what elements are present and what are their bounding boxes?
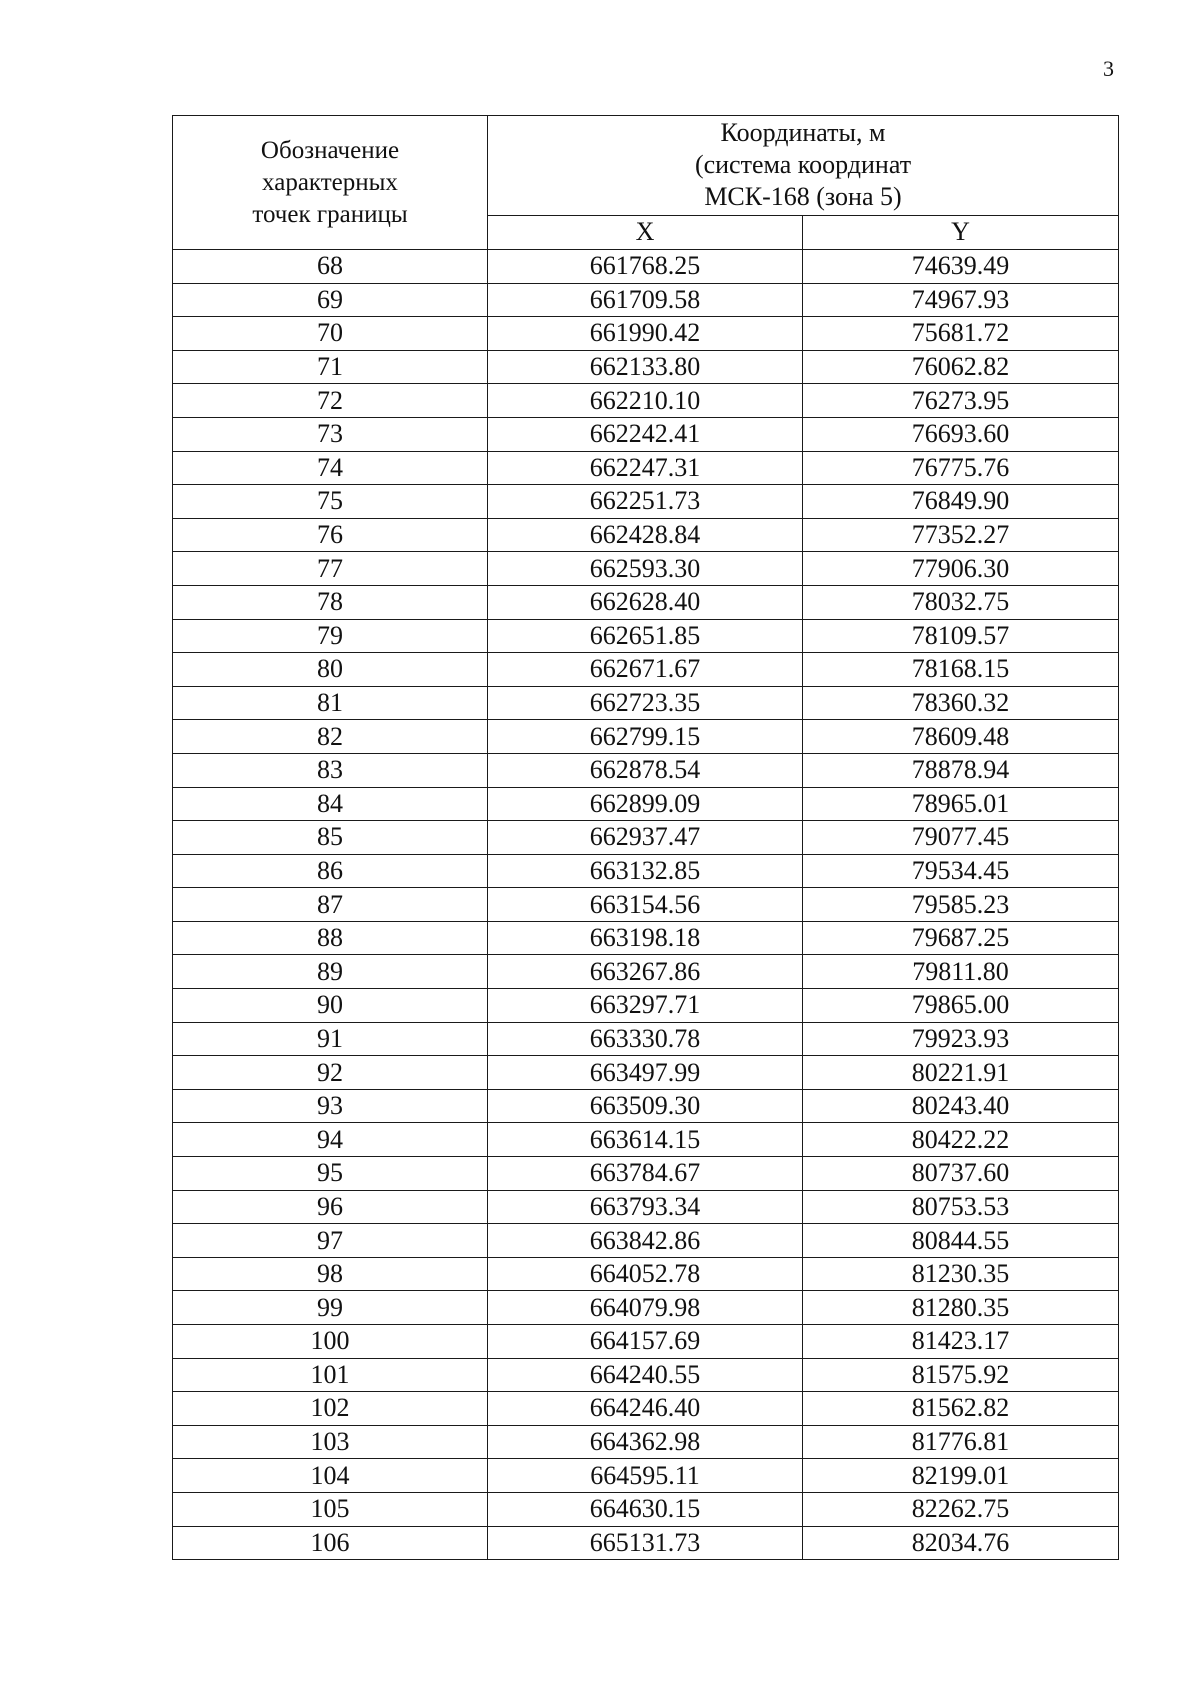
point-number-cell: 101 bbox=[173, 1358, 488, 1392]
point-number-cell: 102 bbox=[173, 1392, 488, 1426]
y-coordinate-cell: 78609.48 bbox=[803, 720, 1119, 754]
table-row bbox=[173, 1056, 1119, 1090]
header-coordinates bbox=[488, 116, 1119, 216]
y-coordinate-cell: 76849.90 bbox=[803, 485, 1119, 519]
x-coordinate-cell: 663132.85 bbox=[488, 854, 803, 888]
y-coordinate-cell: 82262.75 bbox=[803, 1492, 1119, 1526]
y-coordinate-cell: 80753.53 bbox=[803, 1190, 1119, 1224]
x-coordinate-cell: 662651.85 bbox=[488, 619, 803, 653]
table-row bbox=[173, 989, 1119, 1023]
point-number-cell: 71 bbox=[173, 350, 488, 384]
x-coordinate-cell: 662899.09 bbox=[488, 787, 803, 821]
point-number-cell: 87 bbox=[173, 888, 488, 922]
table-row bbox=[173, 955, 1119, 989]
header-point-line: точек границы bbox=[252, 200, 408, 228]
point-number-cell: 95 bbox=[173, 1157, 488, 1191]
x-coordinate-cell: 663509.30 bbox=[488, 1089, 803, 1123]
table-row bbox=[173, 686, 1119, 720]
y-coordinate-cell: 78168.15 bbox=[803, 653, 1119, 687]
table-row bbox=[173, 250, 1119, 284]
y-coordinate-cell: 79687.25 bbox=[803, 921, 1119, 955]
table-row bbox=[173, 283, 1119, 317]
point-number-cell: 78 bbox=[173, 585, 488, 619]
table-row bbox=[173, 1157, 1119, 1191]
x-coordinate-cell: 662247.31 bbox=[488, 451, 803, 485]
point-number-cell: 105 bbox=[173, 1492, 488, 1526]
point-number-cell: 93 bbox=[173, 1089, 488, 1123]
y-coordinate-cell: 78360.32 bbox=[803, 686, 1119, 720]
y-coordinate-cell: 76062.82 bbox=[803, 350, 1119, 384]
y-coordinate-cell: 78965.01 bbox=[803, 787, 1119, 821]
point-number-cell: 69 bbox=[173, 283, 488, 317]
header-coords-line: МСК-168 (зона 5) bbox=[704, 182, 902, 212]
point-number-cell: 79 bbox=[173, 619, 488, 653]
y-coordinate-cell: 81575.92 bbox=[803, 1358, 1119, 1392]
table-row bbox=[173, 1224, 1119, 1258]
header-y: Y bbox=[803, 215, 1119, 249]
table-row bbox=[173, 417, 1119, 451]
x-coordinate-cell: 665131.73 bbox=[488, 1526, 803, 1560]
x-coordinate-cell: 664079.98 bbox=[488, 1291, 803, 1325]
page-number: 3 bbox=[1103, 56, 1114, 81]
x-coordinate-cell: 663297.71 bbox=[488, 989, 803, 1023]
table-row bbox=[173, 1459, 1119, 1493]
point-number-cell: 80 bbox=[173, 653, 488, 687]
y-coordinate-cell: 76693.60 bbox=[803, 417, 1119, 451]
x-coordinate-cell: 662242.41 bbox=[488, 417, 803, 451]
table-row bbox=[173, 653, 1119, 687]
point-number-cell: 70 bbox=[173, 317, 488, 351]
y-coordinate-cell: 81230.35 bbox=[803, 1257, 1119, 1291]
point-number-cell: 86 bbox=[173, 854, 488, 888]
y-coordinate-cell: 81280.35 bbox=[803, 1291, 1119, 1325]
table-row bbox=[173, 720, 1119, 754]
y-coordinate-cell: 79811.80 bbox=[803, 955, 1119, 989]
point-number-cell: 89 bbox=[173, 955, 488, 989]
y-coordinate-cell: 79585.23 bbox=[803, 888, 1119, 922]
y-coordinate-cell: 77906.30 bbox=[803, 552, 1119, 586]
point-number-cell: 97 bbox=[173, 1224, 488, 1258]
x-coordinate-cell: 663842.86 bbox=[488, 1224, 803, 1258]
point-number-cell: 98 bbox=[173, 1257, 488, 1291]
point-number-cell: 82 bbox=[173, 720, 488, 754]
x-coordinate-cell: 664240.55 bbox=[488, 1358, 803, 1392]
point-number-cell: 74 bbox=[173, 451, 488, 485]
y-coordinate-cell: 79534.45 bbox=[803, 854, 1119, 888]
x-coordinate-cell: 663793.34 bbox=[488, 1190, 803, 1224]
x-coordinate-cell: 662593.30 bbox=[488, 552, 803, 586]
header-x: X bbox=[488, 215, 803, 249]
table-header bbox=[173, 116, 1119, 250]
x-coordinate-cell: 663267.86 bbox=[488, 955, 803, 989]
y-coordinate-cell: 82199.01 bbox=[803, 1459, 1119, 1493]
y-coordinate-cell: 78878.94 bbox=[803, 753, 1119, 787]
table-row bbox=[173, 1123, 1119, 1157]
x-coordinate-cell: 662428.84 bbox=[488, 518, 803, 552]
x-coordinate-cell: 664362.98 bbox=[488, 1425, 803, 1459]
point-number-cell: 85 bbox=[173, 821, 488, 855]
header-point-line: Обозначение bbox=[260, 136, 400, 164]
x-coordinate-cell: 662628.40 bbox=[488, 585, 803, 619]
point-number-cell: 92 bbox=[173, 1056, 488, 1090]
x-coordinate-cell: 662251.73 bbox=[488, 485, 803, 519]
point-number-cell: 91 bbox=[173, 1022, 488, 1056]
x-coordinate-cell: 662210.10 bbox=[488, 384, 803, 418]
header-coords-line: Координаты, м bbox=[720, 118, 886, 148]
x-coordinate-cell: 662671.67 bbox=[488, 653, 803, 687]
table-row bbox=[173, 317, 1119, 351]
point-number-cell: 96 bbox=[173, 1190, 488, 1224]
y-coordinate-cell: 80422.22 bbox=[803, 1123, 1119, 1157]
x-coordinate-cell: 663497.99 bbox=[488, 1056, 803, 1090]
point-number-cell: 104 bbox=[173, 1459, 488, 1493]
header-point-line: характерных bbox=[262, 168, 398, 196]
y-coordinate-cell: 80737.60 bbox=[803, 1157, 1119, 1191]
table-row bbox=[173, 1325, 1119, 1359]
x-coordinate-cell: 662133.80 bbox=[488, 350, 803, 384]
table-row bbox=[173, 552, 1119, 586]
point-number-cell: 106 bbox=[173, 1526, 488, 1560]
point-number-cell: 83 bbox=[173, 753, 488, 787]
x-coordinate-cell: 661768.25 bbox=[488, 250, 803, 284]
table-row bbox=[173, 854, 1119, 888]
x-coordinate-cell: 664630.15 bbox=[488, 1492, 803, 1526]
header-point-designation bbox=[173, 116, 488, 250]
point-number-cell: 88 bbox=[173, 921, 488, 955]
table-row bbox=[173, 1492, 1119, 1526]
y-coordinate-cell: 74639.49 bbox=[803, 250, 1119, 284]
y-coordinate-cell: 76775.76 bbox=[803, 451, 1119, 485]
table-row bbox=[173, 1392, 1119, 1426]
table-row bbox=[173, 1526, 1119, 1560]
table-row bbox=[173, 585, 1119, 619]
point-number-cell: 94 bbox=[173, 1123, 488, 1157]
x-coordinate-cell: 662799.15 bbox=[488, 720, 803, 754]
x-coordinate-cell: 664246.40 bbox=[488, 1392, 803, 1426]
x-coordinate-cell: 664052.78 bbox=[488, 1257, 803, 1291]
table-row bbox=[173, 1291, 1119, 1325]
point-number-cell: 72 bbox=[173, 384, 488, 418]
table-row bbox=[173, 1257, 1119, 1291]
x-coordinate-cell: 663330.78 bbox=[488, 1022, 803, 1056]
point-number-cell: 75 bbox=[173, 485, 488, 519]
x-coordinate-cell: 663154.56 bbox=[488, 888, 803, 922]
y-coordinate-cell: 81423.17 bbox=[803, 1325, 1119, 1359]
table-body bbox=[173, 250, 1119, 1560]
x-coordinate-cell: 662723.35 bbox=[488, 686, 803, 720]
point-number-cell: 76 bbox=[173, 518, 488, 552]
x-coordinate-cell: 663198.18 bbox=[488, 921, 803, 955]
point-number-cell: 73 bbox=[173, 417, 488, 451]
x-coordinate-cell: 663784.67 bbox=[488, 1157, 803, 1191]
y-coordinate-cell: 77352.27 bbox=[803, 518, 1119, 552]
y-coordinate-cell: 75681.72 bbox=[803, 317, 1119, 351]
y-coordinate-cell: 82034.76 bbox=[803, 1526, 1119, 1560]
table-row bbox=[173, 1089, 1119, 1123]
point-number-cell: 84 bbox=[173, 787, 488, 821]
y-coordinate-cell: 79077.45 bbox=[803, 821, 1119, 855]
x-coordinate-cell: 661709.58 bbox=[488, 283, 803, 317]
x-coordinate-cell: 662937.47 bbox=[488, 821, 803, 855]
table-row bbox=[173, 1190, 1119, 1224]
point-number-cell: 81 bbox=[173, 686, 488, 720]
table-row bbox=[173, 888, 1119, 922]
y-coordinate-cell: 81562.82 bbox=[803, 1392, 1119, 1426]
table-row bbox=[173, 1358, 1119, 1392]
y-coordinate-cell: 80221.91 bbox=[803, 1056, 1119, 1090]
point-number-cell: 99 bbox=[173, 1291, 488, 1325]
table-row bbox=[173, 485, 1119, 519]
y-coordinate-cell: 79865.00 bbox=[803, 989, 1119, 1023]
table-row bbox=[173, 1425, 1119, 1459]
table-row bbox=[173, 518, 1119, 552]
point-number-cell: 103 bbox=[173, 1425, 488, 1459]
table-row bbox=[173, 384, 1119, 418]
table-row bbox=[173, 787, 1119, 821]
header-coords-line: (система координат bbox=[694, 150, 912, 180]
table-row bbox=[173, 821, 1119, 855]
point-number-cell: 100 bbox=[173, 1325, 488, 1359]
coordinates-table bbox=[172, 115, 1119, 1560]
y-coordinate-cell: 81776.81 bbox=[803, 1425, 1119, 1459]
table-row bbox=[173, 619, 1119, 653]
point-number-cell: 68 bbox=[173, 250, 488, 284]
y-coordinate-cell: 79923.93 bbox=[803, 1022, 1119, 1056]
table-row bbox=[173, 451, 1119, 485]
x-coordinate-cell: 664157.69 bbox=[488, 1325, 803, 1359]
y-coordinate-cell: 80844.55 bbox=[803, 1224, 1119, 1258]
table-row bbox=[173, 1022, 1119, 1056]
x-coordinate-cell: 663614.15 bbox=[488, 1123, 803, 1157]
point-number-cell: 90 bbox=[173, 989, 488, 1023]
y-coordinate-cell: 74967.93 bbox=[803, 283, 1119, 317]
point-number-cell: 77 bbox=[173, 552, 488, 586]
x-coordinate-cell: 662878.54 bbox=[488, 753, 803, 787]
x-coordinate-cell: 664595.11 bbox=[488, 1459, 803, 1493]
y-coordinate-cell: 78109.57 bbox=[803, 619, 1119, 653]
y-coordinate-cell: 76273.95 bbox=[803, 384, 1119, 418]
table-row bbox=[173, 921, 1119, 955]
table-row bbox=[173, 350, 1119, 384]
table-row bbox=[173, 753, 1119, 787]
y-coordinate-cell: 80243.40 bbox=[803, 1089, 1119, 1123]
y-coordinate-cell: 78032.75 bbox=[803, 585, 1119, 619]
x-coordinate-cell: 661990.42 bbox=[488, 317, 803, 351]
